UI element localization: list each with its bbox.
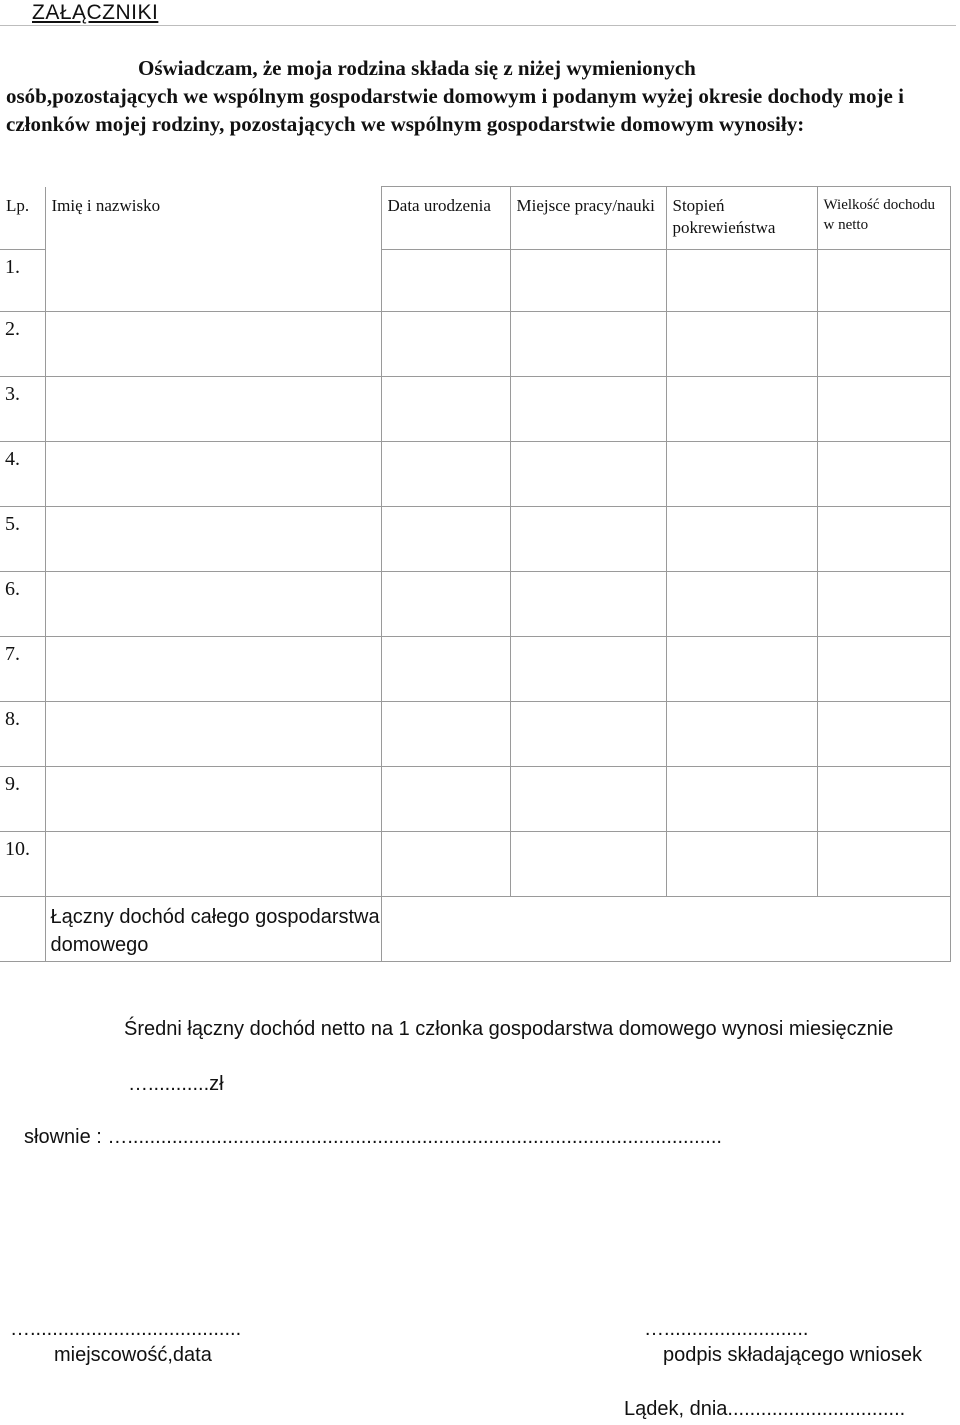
- row-number: 4.: [0, 442, 45, 507]
- table-row: [0, 250, 950, 312]
- relation-cell[interactable]: [666, 250, 817, 312]
- workplace-cell[interactable]: [510, 832, 666, 897]
- workplace-cell[interactable]: [510, 507, 666, 572]
- header-income: Wielkość dochodu w netto: [817, 187, 950, 250]
- income-cell[interactable]: [817, 702, 950, 767]
- table-header-row: [0, 187, 950, 250]
- signature-dots[interactable]: …..........................: [644, 1318, 809, 1340]
- relation-cell[interactable]: [666, 832, 817, 897]
- birth-date-cell[interactable]: [381, 637, 510, 702]
- birth-date-cell[interactable]: [381, 312, 510, 377]
- workplace-cell[interactable]: [510, 442, 666, 507]
- name-cell[interactable]: [45, 250, 381, 312]
- birth-date-cell[interactable]: [381, 572, 510, 637]
- table-row: [0, 702, 950, 767]
- workplace-cell[interactable]: [510, 637, 666, 702]
- row-number: 9.: [0, 767, 45, 832]
- place-date-dots[interactable]: …......................................: [10, 1318, 242, 1340]
- income-cell[interactable]: [817, 832, 950, 897]
- relation-cell[interactable]: [666, 572, 817, 637]
- relation-cell[interactable]: [666, 637, 817, 702]
- relation-cell[interactable]: [666, 767, 817, 832]
- row-number: 10.: [0, 832, 45, 897]
- amount-line[interactable]: …...........zł: [128, 1073, 224, 1095]
- name-cell[interactable]: [45, 637, 381, 702]
- table-row: [0, 637, 950, 702]
- declaration-line-1: Oświadczam, że moja rodzina składa się z niżej wymienionych: [138, 56, 696, 80]
- workplace-cell[interactable]: [510, 767, 666, 832]
- income-cell[interactable]: [817, 442, 950, 507]
- row-number: 2.: [0, 312, 45, 377]
- header-lp: Lp.: [0, 187, 45, 250]
- name-cell[interactable]: [45, 507, 381, 572]
- income-cell[interactable]: [817, 250, 950, 312]
- header-relation: Stopień pokrewieństwa: [666, 187, 817, 250]
- birth-date-cell[interactable]: [381, 832, 510, 897]
- name-cell[interactable]: [45, 767, 381, 832]
- table-row: [0, 377, 950, 442]
- birth-date-cell[interactable]: [381, 507, 510, 572]
- row-number: 1.: [0, 250, 45, 312]
- declaration-rest: osób,pozostających we wspólnym gospodarstwie domowym i podanym wyżej okresie dochody moje i członków mojej rodziny, pozostających we wspólnym gospodarstwie domowym wynosiły:: [6, 84, 904, 136]
- income-cell[interactable]: [817, 572, 950, 637]
- family-members-table: [0, 186, 951, 962]
- income-cell[interactable]: [817, 377, 950, 442]
- header-divider: [0, 25, 956, 26]
- birth-date-cell[interactable]: [381, 702, 510, 767]
- total-row: [0, 897, 950, 962]
- header-birth-date: Data urodzenia: [381, 187, 510, 250]
- signature-label: podpis składającego wniosek: [663, 1344, 923, 1366]
- row-number: 3.: [0, 377, 45, 442]
- row-number: 5.: [0, 507, 45, 572]
- average-income-text: Średni łączny dochód netto na 1 członka gospodarstwa domowego wynosi miesięcznie: [124, 1018, 894, 1040]
- town-date-line[interactable]: Lądek, dnia................................: [624, 1398, 906, 1420]
- workplace-cell[interactable]: [510, 702, 666, 767]
- name-cell[interactable]: [45, 572, 381, 637]
- row-number: 6.: [0, 572, 45, 637]
- workplace-cell[interactable]: [510, 312, 666, 377]
- birth-date-cell[interactable]: [381, 767, 510, 832]
- total-value-cell[interactable]: [381, 897, 950, 962]
- table-row: [0, 312, 950, 377]
- place-date-label: miejscowość,data: [54, 1344, 212, 1366]
- birth-date-cell[interactable]: [381, 250, 510, 312]
- name-cell[interactable]: [45, 312, 381, 377]
- name-cell[interactable]: [45, 377, 381, 442]
- workplace-cell[interactable]: [510, 250, 666, 312]
- table-row: [0, 507, 950, 572]
- header-name: Imię i nazwisko: [45, 187, 381, 250]
- total-empty-cell: [0, 897, 45, 962]
- birth-date-cell[interactable]: [381, 377, 510, 442]
- row-number: 8.: [0, 702, 45, 767]
- income-cell[interactable]: [817, 637, 950, 702]
- table-row: [0, 572, 950, 637]
- relation-cell[interactable]: [666, 442, 817, 507]
- name-cell[interactable]: [45, 442, 381, 507]
- relation-cell[interactable]: [666, 312, 817, 377]
- workplace-cell[interactable]: [510, 572, 666, 637]
- relation-cell[interactable]: [666, 377, 817, 442]
- relation-cell[interactable]: [666, 702, 817, 767]
- table-row: [0, 832, 950, 897]
- relation-cell[interactable]: [666, 507, 817, 572]
- income-cell[interactable]: [817, 767, 950, 832]
- row-number: 7.: [0, 637, 45, 702]
- table-row: [0, 767, 950, 832]
- amount-in-words-line[interactable]: słownie : …...........................................................................................................: [24, 1126, 722, 1148]
- name-cell[interactable]: [45, 702, 381, 767]
- income-cell[interactable]: [817, 507, 950, 572]
- income-cell[interactable]: [817, 312, 950, 377]
- total-label: Łączny dochód całego gospodarstwa domowego: [45, 897, 381, 962]
- declaration-text: [6, 54, 956, 138]
- header-workplace: Miejsce pracy/nauki: [510, 187, 666, 250]
- name-cell[interactable]: [45, 832, 381, 897]
- workplace-cell[interactable]: [510, 377, 666, 442]
- attachments-header: ZAŁĄCZNIKI: [32, 1, 159, 24]
- table-row: [0, 442, 950, 507]
- birth-date-cell[interactable]: [381, 442, 510, 507]
